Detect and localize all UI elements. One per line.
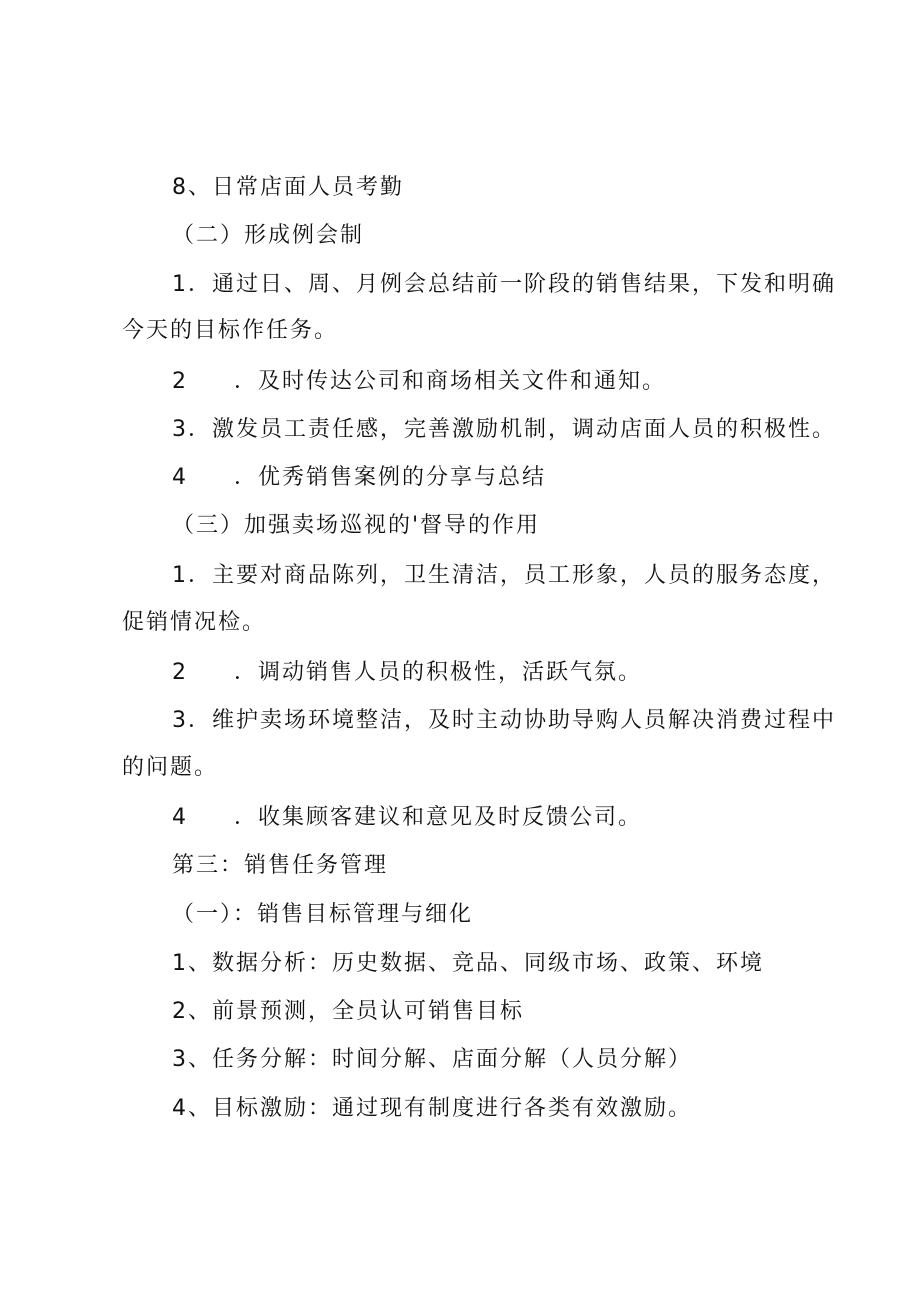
list-item-attendance: 8、日常店面人员考勤 bbox=[172, 175, 404, 200]
section-heading-meeting-system: （二）形成例会制 bbox=[172, 223, 365, 248]
paragraph-line: 今天的目标作任务。 bbox=[122, 318, 339, 343]
list-item: 3．激发员工责任感，完善激励机制，调动店面人员的积极性。 bbox=[172, 417, 836, 442]
list-text: ．调动销售人员的积极性，活跃气氛。 bbox=[234, 660, 643, 685]
list-number: 4 bbox=[172, 805, 188, 830]
list-number: 4 bbox=[172, 465, 188, 490]
list-text: ．优秀销售案例的分享与总结 bbox=[234, 465, 547, 490]
list-text: ．收集顾客建议和意见及时反馈公司。 bbox=[234, 805, 643, 830]
list-number: 2 bbox=[172, 660, 188, 685]
list-item bbox=[172, 803, 642, 833]
section-heading-sales-target: （一）：销售目标管理与细化 bbox=[172, 902, 474, 927]
paragraph-line: 促销情况检。 bbox=[122, 610, 267, 635]
paragraph-line: 3．维护卖场环境整洁，及时主动协助导购人员解决消费过程中 bbox=[172, 708, 836, 733]
section-heading-inspection: （三）加强卖场巡视的'督导的作用 bbox=[172, 513, 541, 538]
paragraph-line: 1．主要对商品陈列，卫生清洁，员工形象，人员的服务态度， bbox=[172, 563, 836, 588]
list-item bbox=[172, 658, 642, 688]
list-item: 3、任务分解：时间分解、店面分解（人员分解） bbox=[172, 1047, 692, 1072]
paragraph-line: 的问题。 bbox=[122, 755, 219, 780]
list-item: 2、前景预测，全员认可销售目标 bbox=[172, 999, 524, 1024]
list-item: 1、数据分析：历史数据、竞品、同级市场、政策、环境 bbox=[172, 951, 764, 976]
paragraph-line: 1．通过日、周、月例会总结前一阶段的销售结果，下发和明确 bbox=[172, 272, 836, 297]
list-item: 4、目标激励：通过现有制度进行各类有效激励。 bbox=[172, 1096, 692, 1121]
list-number: 2 bbox=[172, 369, 188, 394]
list-text: ．及时传达公司和商场相关文件和通知。 bbox=[234, 369, 667, 394]
list-item bbox=[172, 463, 546, 493]
chapter-heading-sales-task: 第三：销售任务管理 bbox=[172, 853, 389, 878]
list-item bbox=[172, 367, 666, 397]
